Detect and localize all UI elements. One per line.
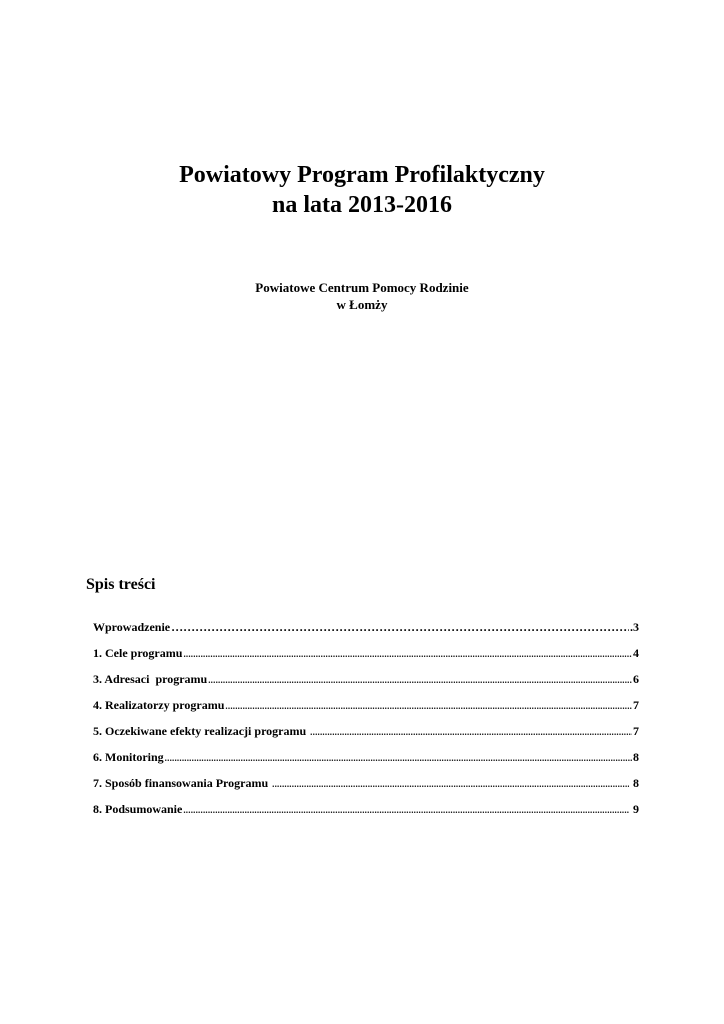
toc-entry-label: 5. Oczekiwane efekty realizacji programu [93,724,307,738]
toc-dot-leader [165,750,632,766]
toc-entry-program-implementers[interactable] [93,697,639,723]
toc-entry-page: 6 [633,672,639,686]
institution-line-1: Powiatowe Centrum Pomocy Rodzinie [255,280,469,295]
toc-entry-page: 7 [633,698,639,712]
toc-entry-label: 6. Monitoring [93,750,164,764]
toc-dot-leader [272,776,629,792]
toc-entry-program-goals[interactable] [93,645,639,671]
toc-entry-label: 3. Adresaci programu [93,672,208,686]
toc-entry-page: 7 [633,724,639,738]
toc-dot-leader [225,698,632,714]
institution-name [0,279,724,313]
toc-entry-page: 8 [633,750,639,764]
toc-entry-introduction[interactable] [93,619,639,645]
toc-entry-label: 8. Podsumowanie [93,802,183,816]
institution-line-2: w Łomży [336,297,388,312]
toc-entry-page: .3 [630,620,639,634]
toc-entry-label: 7. Sposób finansowania Programu [93,776,269,790]
toc-entry-program-recipients[interactable] [93,671,639,697]
toc-entry-expected-effects[interactable] [93,723,639,749]
toc-dot-leader [183,802,629,818]
title-line-2: na lata 2013-2016 [272,192,452,218]
toc-entry-label: 4. Realizatorzy programu [93,698,225,712]
toc-dot-leader [310,724,632,740]
toc-entry-page: 4 [633,646,639,660]
toc-dot-leader [171,619,629,636]
toc-entry-label: 1. Cele programu [93,646,183,660]
title-line-1: Powiatowy Program Profilaktyczny [179,162,545,188]
toc-entry-page: 8 [633,776,639,790]
toc-entry-financing[interactable] [93,775,639,801]
toc-entry-summary[interactable] [93,801,639,827]
toc-dot-leader [208,672,632,688]
toc-heading: Spis treści [86,576,156,593]
toc-entry-monitoring[interactable] [93,749,639,775]
toc-dot-leader [183,646,632,662]
toc-entry-label: Wprowadzenie [93,620,171,634]
table-of-contents [93,619,639,827]
toc-entry-page: 9 [633,802,639,816]
document-title [0,160,724,220]
